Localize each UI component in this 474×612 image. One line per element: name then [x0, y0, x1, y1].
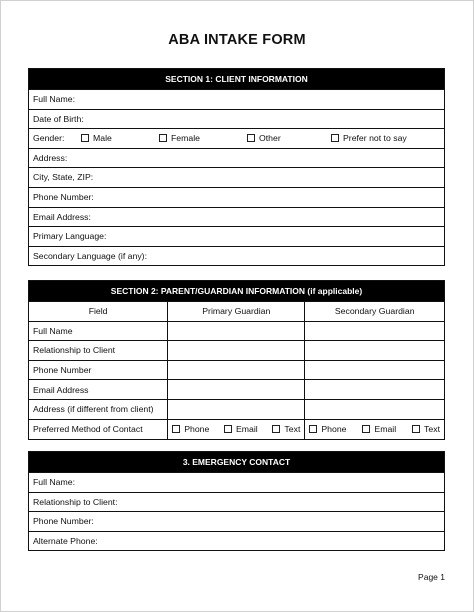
- table-row: [29, 419, 444, 439]
- secondary-language-label: Secondary Language (if any):: [33, 250, 147, 261]
- secondary-contact-phone[interactable]: Phone: [309, 424, 346, 434]
- gender-option-male[interactable]: Male: [81, 129, 159, 148]
- secondary-contact-text[interactable]: Text: [412, 424, 440, 434]
- emergency-relationship-field[interactable]: [29, 492, 444, 512]
- gender-row: [29, 128, 444, 148]
- primary-phone-cell[interactable]: [168, 360, 305, 380]
- full-name-label: Full Name:: [33, 94, 75, 104]
- primary-contact-email[interactable]: Email: [224, 424, 258, 434]
- guardian-table: [29, 301, 444, 439]
- full-name-field[interactable]: [29, 89, 444, 109]
- secondary-contact-email[interactable]: Email: [362, 424, 396, 434]
- checkbox-icon[interactable]: [247, 134, 255, 142]
- checkbox-icon[interactable]: [159, 134, 167, 142]
- row-label: Preferred Method of Contact: [29, 419, 168, 439]
- phone-label: Phone Number:: [33, 191, 94, 202]
- form-title: ABA INTAKE FORM: [168, 32, 306, 48]
- primary-language-label: Primary Language:: [33, 231, 107, 242]
- checkbox-icon[interactable]: [412, 425, 420, 433]
- primary-full-name-cell[interactable]: [168, 321, 305, 341]
- column-header-secondary: Secondary Guardian: [305, 302, 444, 322]
- row-label: Address (if different from client): [29, 399, 168, 419]
- primary-contact-phone[interactable]: Phone: [172, 424, 209, 434]
- checkbox-icon[interactable]: [331, 134, 339, 142]
- city-state-zip-field[interactable]: [29, 167, 444, 187]
- gender-option-prefer-not[interactable]: Prefer not to say: [331, 129, 407, 148]
- secondary-relationship-cell[interactable]: [305, 341, 444, 361]
- checkbox-icon[interactable]: [362, 425, 370, 433]
- emergency-alternate-phone-field[interactable]: [29, 531, 444, 551]
- checkbox-icon[interactable]: [309, 425, 317, 433]
- emergency-phone-field[interactable]: [29, 511, 444, 531]
- secondary-language-field[interactable]: [29, 246, 444, 266]
- checkbox-icon[interactable]: [81, 134, 89, 142]
- primary-address-cell[interactable]: [168, 399, 305, 419]
- emergency-full-name-field[interactable]: [29, 472, 444, 492]
- phone-field[interactable]: [29, 187, 444, 207]
- primary-email-cell[interactable]: [168, 380, 305, 400]
- section-emergency-contact: [28, 451, 445, 551]
- table-row: [29, 321, 444, 341]
- primary-language-field[interactable]: [29, 226, 444, 246]
- emergency-alternate-phone-label: Alternate Phone:: [33, 535, 98, 546]
- dob-field[interactable]: [29, 109, 444, 129]
- address-label: Address:: [33, 152, 68, 163]
- email-label: Email Address:: [33, 211, 91, 222]
- emergency-full-name-label: Full Name:: [33, 477, 75, 487]
- checkbox-icon[interactable]: [272, 425, 280, 433]
- column-header-primary: Primary Guardian: [168, 302, 305, 322]
- table-row: [29, 360, 444, 380]
- gender-option-other[interactable]: Other: [247, 129, 331, 148]
- section-3-header: 3. EMERGENCY CONTACT: [29, 452, 444, 472]
- city-state-zip-label: City, State, ZIP:: [33, 172, 94, 183]
- section-guardian-information: [28, 280, 445, 440]
- address-field[interactable]: [29, 148, 444, 168]
- section-2-header: SECTION 2: PARENT/GUARDIAN INFORMATION (if applicable): [29, 281, 444, 301]
- emergency-relationship-label: Relationship to Client:: [33, 496, 118, 507]
- dob-label: Date of Birth:: [33, 113, 84, 124]
- section-1-header: SECTION 1: CLIENT INFORMATION: [29, 69, 444, 89]
- section-client-information: [28, 68, 445, 266]
- primary-contact-text[interactable]: Text: [272, 424, 300, 434]
- gender-option-female[interactable]: Female: [159, 129, 247, 148]
- secondary-address-cell[interactable]: [305, 399, 444, 419]
- primary-contact-method-cell: [168, 419, 305, 439]
- secondary-phone-cell[interactable]: [305, 360, 444, 380]
- guardian-table-header: [29, 302, 444, 322]
- secondary-contact-method-cell: [305, 419, 444, 439]
- primary-relationship-cell[interactable]: [168, 341, 305, 361]
- emergency-phone-label: Phone Number:: [33, 516, 94, 527]
- table-row: [29, 399, 444, 419]
- checkbox-icon[interactable]: [224, 425, 232, 433]
- row-label: Phone Number: [29, 360, 168, 380]
- gender-label: Gender:: [33, 133, 65, 144]
- secondary-email-cell[interactable]: [305, 380, 444, 400]
- email-field[interactable]: [29, 207, 444, 227]
- page-number: Page 1: [418, 572, 445, 582]
- checkbox-icon[interactable]: [172, 425, 180, 433]
- secondary-full-name-cell[interactable]: [305, 321, 444, 341]
- table-row: [29, 380, 444, 400]
- table-row: [29, 341, 444, 361]
- row-label: Relationship to Client: [29, 341, 168, 361]
- column-header-field: Field: [29, 302, 168, 322]
- row-label: Full Name: [29, 321, 168, 341]
- row-label: Email Address: [29, 380, 168, 400]
